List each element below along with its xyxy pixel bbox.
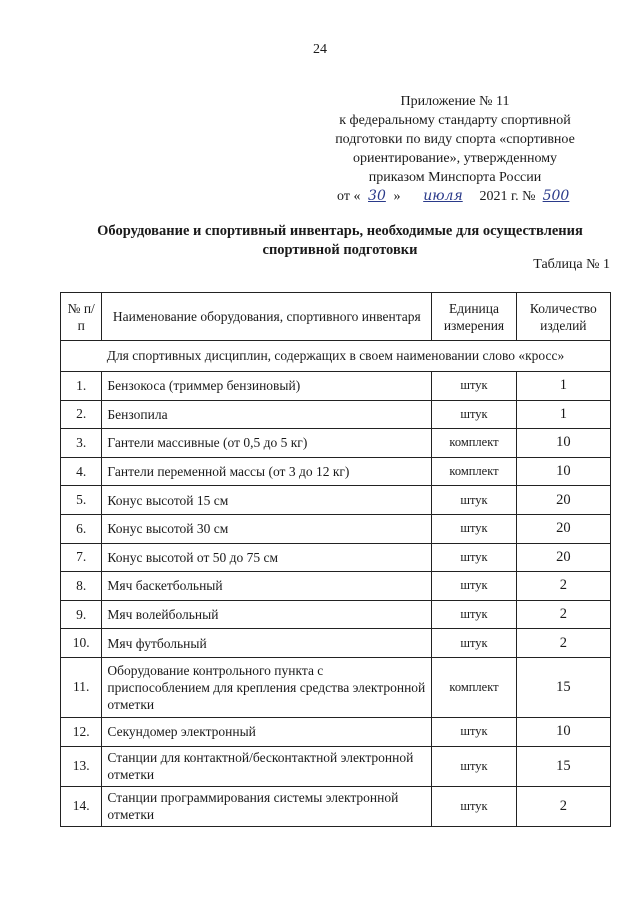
appendix-block	[300, 92, 610, 206]
header-name: Наименование оборудования, спортивного инвентаря	[102, 293, 432, 341]
order-prefix: от «	[337, 189, 361, 204]
section-row	[61, 341, 611, 372]
cell-unit: штук	[432, 717, 516, 746]
cell-unit: штук	[432, 629, 516, 658]
appendix-line: подготовки по виду спорта «спортивное	[335, 132, 575, 147]
header-qty: Количество изделий	[516, 293, 610, 341]
cell-num: 10.	[61, 629, 102, 658]
cell-name: Мяч волейбольный	[102, 600, 432, 629]
table-row	[61, 572, 611, 601]
cell-unit: штук	[432, 486, 516, 515]
document-title	[60, 222, 620, 260]
table-label: Таблица № 1	[533, 257, 610, 272]
cell-unit: штук	[432, 786, 516, 826]
cell-name: Бензокоса (триммер бензиновый)	[102, 372, 432, 401]
cell-qty: 15	[516, 746, 610, 786]
cell-unit: штук	[432, 572, 516, 601]
table-row	[61, 372, 611, 401]
cell-unit: штук	[432, 746, 516, 786]
cell-unit: штук	[432, 600, 516, 629]
cell-name: Секундомер электронный	[102, 717, 432, 746]
appendix-line: ориентирование», утвержденному	[352, 151, 558, 166]
header-unit: Единица измерения	[432, 293, 516, 341]
cell-num: 3.	[61, 429, 102, 458]
cell-name: Конус высотой 30 см	[102, 514, 432, 543]
appendix-line: к федеральному стандарту спортивной	[339, 113, 571, 128]
order-day: 30	[368, 188, 386, 204]
cell-name: Конус высотой от 50 до 75 см	[102, 543, 432, 572]
cell-name: Мяч баскетбольный	[102, 572, 432, 601]
cell-num: 6.	[61, 514, 102, 543]
cell-num: 7.	[61, 543, 102, 572]
order-year: 2021 г. №	[479, 189, 536, 204]
cell-unit: комплект	[432, 457, 516, 486]
cell-name: Гантели переменной массы (от 3 до 12 кг)	[102, 457, 432, 486]
inventory-table	[60, 292, 611, 827]
page-number: 24	[313, 42, 327, 57]
order-line	[300, 187, 610, 206]
cell-name: Станции программирования системы электронной отметки	[102, 786, 432, 826]
table-row	[61, 457, 611, 486]
cell-num: 4.	[61, 457, 102, 486]
table-row	[61, 600, 611, 629]
table-row	[61, 717, 611, 746]
cell-num: 5.	[61, 486, 102, 515]
cell-qty: 2	[516, 629, 610, 658]
cell-num: 13.	[61, 746, 102, 786]
cell-qty: 2	[516, 572, 610, 601]
cell-num: 8.	[61, 572, 102, 601]
cell-name: Станции для контактной/бесконтактной электронной отметки	[102, 746, 432, 786]
cell-num: 12.	[61, 717, 102, 746]
cell-unit: комплект	[432, 657, 516, 717]
cell-qty: 1	[516, 400, 610, 429]
table-row	[61, 429, 611, 458]
cell-qty: 10	[516, 429, 610, 458]
cell-qty: 20	[516, 514, 610, 543]
document-title-line: Оборудование и спортивный инвентарь, необходимые для осуществления	[97, 223, 583, 239]
cell-qty: 10	[516, 457, 610, 486]
table-row	[61, 746, 611, 786]
table-row	[61, 400, 611, 429]
cell-qty: 2	[516, 600, 610, 629]
cell-name: Бензопила	[102, 400, 432, 429]
cell-unit: штук	[432, 400, 516, 429]
header-num: № п/п	[61, 293, 102, 341]
order-month: июля	[423, 188, 463, 204]
order-mid: »	[393, 189, 401, 204]
table-row	[61, 486, 611, 515]
cell-num: 9.	[61, 600, 102, 629]
cell-name: Гантели массивные (от 0,5 до 5 кг)	[102, 429, 432, 458]
cell-num: 1.	[61, 372, 102, 401]
cell-num: 11.	[61, 657, 102, 717]
cell-name: Конус высотой 15 см	[102, 486, 432, 515]
table-row	[61, 657, 611, 717]
cell-unit: штук	[432, 543, 516, 572]
table-row	[61, 543, 611, 572]
cell-qty: 20	[516, 486, 610, 515]
table-row	[61, 786, 611, 826]
cell-unit: комплект	[432, 429, 516, 458]
cell-qty: 20	[516, 543, 610, 572]
cell-qty: 15	[516, 657, 610, 717]
cell-num: 14.	[61, 786, 102, 826]
section-title: Для спортивных дисциплин, содержащих в своем наименовании слово «кросс»	[61, 341, 611, 372]
cell-qty: 2	[516, 786, 610, 826]
cell-num: 2.	[61, 400, 102, 429]
cell-qty: 10	[516, 717, 610, 746]
cell-unit: штук	[432, 372, 516, 401]
table-row	[61, 514, 611, 543]
table-row	[61, 629, 611, 658]
cell-qty: 1	[516, 372, 610, 401]
appendix-line: приказом Минспорта России	[368, 170, 542, 185]
cell-name: Мяч футбольный	[102, 629, 432, 658]
cell-unit: штук	[432, 514, 516, 543]
cell-name: Оборудование контрольного пункта с приспособлением для крепления средства электронной отметки	[102, 657, 432, 717]
appendix-title: Приложение № 11	[400, 94, 510, 109]
document-title-line: спортивной подготовки	[262, 242, 418, 258]
order-number: 500	[542, 188, 570, 204]
table-header-row	[61, 293, 611, 341]
